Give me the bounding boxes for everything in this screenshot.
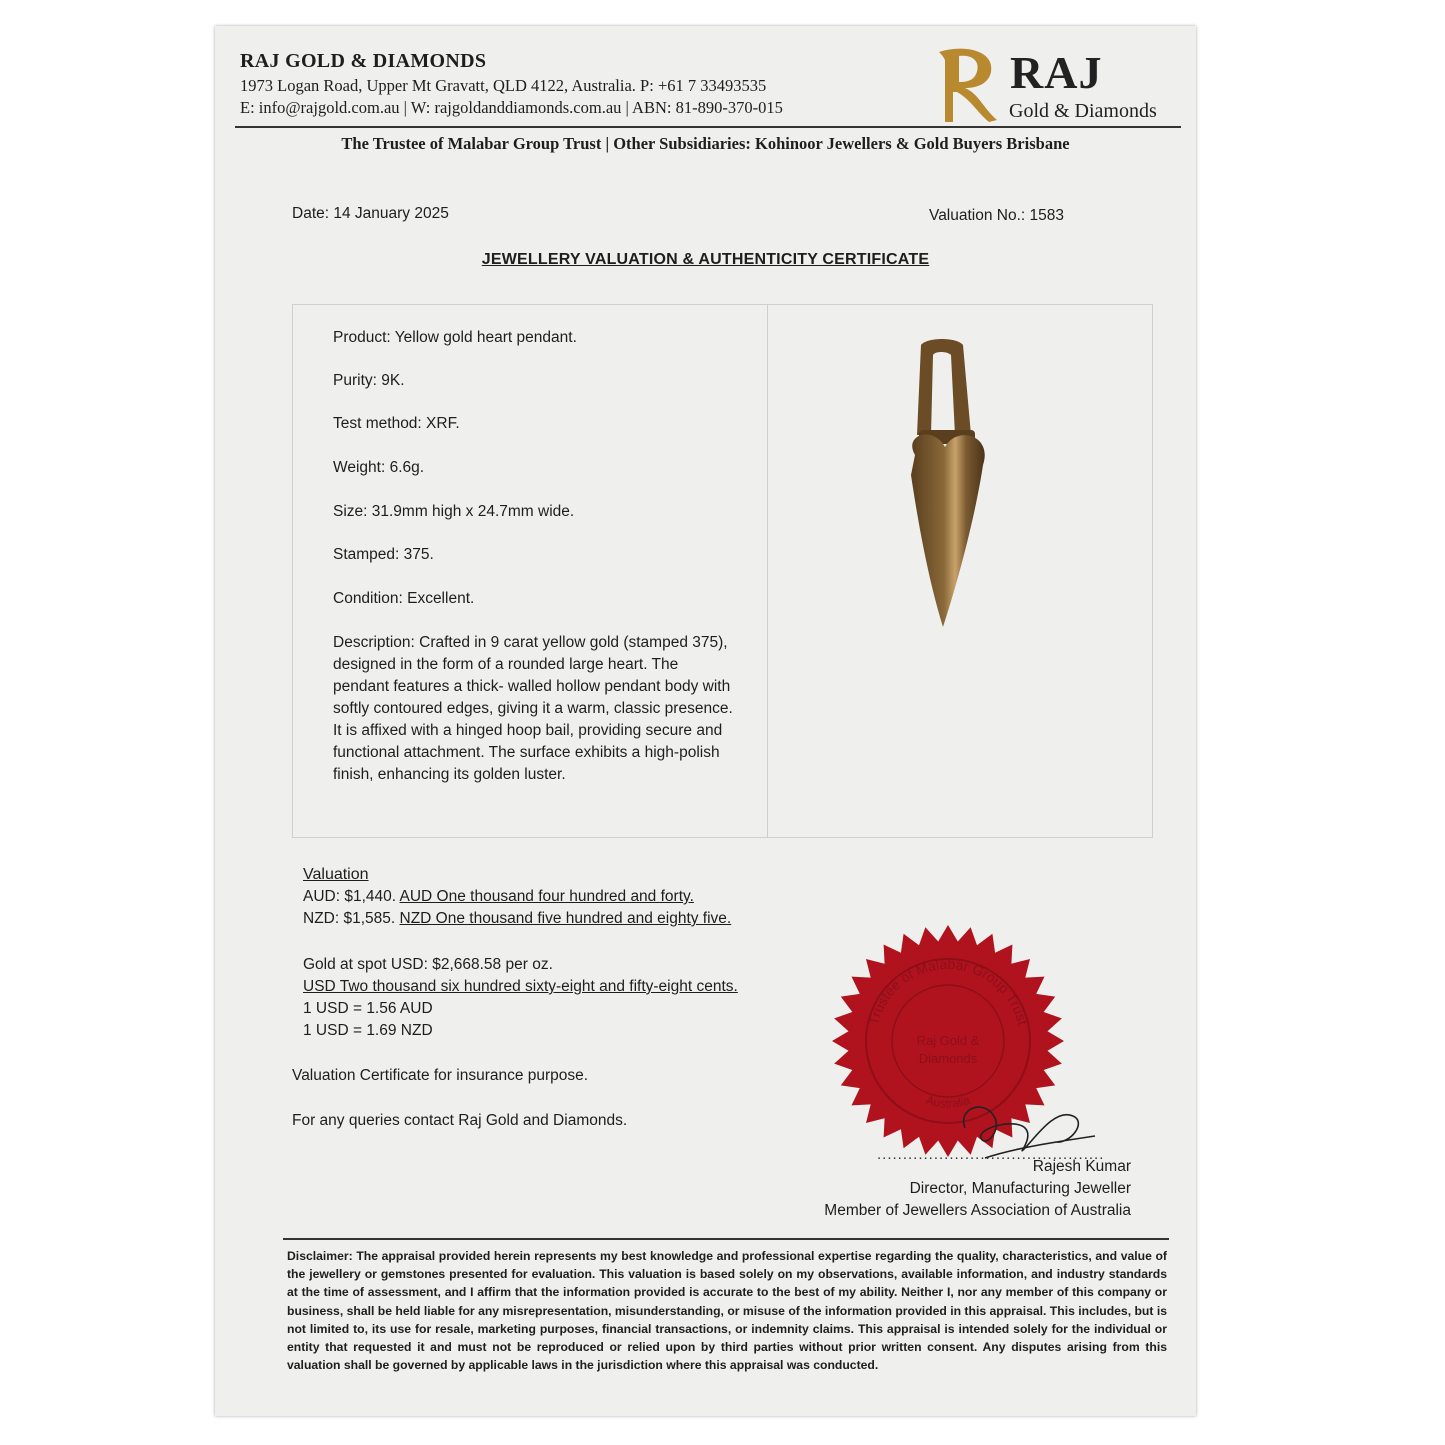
logo-text: RAJ — [1010, 47, 1103, 98]
company-contact: E: info@rajgold.com.au | W: rajgoldanddiamonds.com.au | ABN: 81-890-370-015 — [240, 98, 783, 117]
disclaimer-text: Disclaimer: The appraisal provided herein represents my best knowledge and professional expertise regarding the quality, characteristics, and value of the jewellery or gemstones presented for evaluation. This valuation is based solely on my observations, available information, and industry standards at the time of assessment, and I affirm that the information provided is accurate to the best of my ability. Neither I, nor any member of this company or business, shall be held liable for any misrepresentation, misunderstanding, or misuse of the information provided in this appraisal. This includes, but is not limited to, its use for resale, marketing purposes, financial transactions, or indemnity claims. This appraisal is intended solely for the individual or entity that requested it and must not be reproduced or relied upon by third parties without prior written consent. Any disputes arising from this valuation shall be governed by applicable laws in the jurisdiction where this appraisal was conducted. — [287, 1249, 1167, 1373]
disclaimer-rule — [283, 1238, 1169, 1240]
queries-note: For any queries contact Raj Gold and Diamonds. — [292, 1112, 628, 1129]
gold-spot: Gold at spot USD: $2,668.58 per oz. — [303, 956, 553, 973]
certificate-date: Date: 14 January 2025 — [292, 205, 449, 222]
company-address: 1973 Logan Road, Upper Mt Gravatt, QLD 4122, Australia. P: +61 7 33493535 — [240, 76, 767, 95]
nzd-valuation — [303, 910, 731, 928]
product-field: Product: Yellow gold heart pendant. — [333, 329, 577, 346]
aud-value: AUD: $1,440. — [303, 888, 397, 905]
purpose-note: Valuation Certificate for insurance purpose. — [292, 1067, 589, 1084]
aud-valuation — [303, 888, 694, 906]
signature-dots: ............................................ — [877, 1146, 1105, 1163]
logo-subtext: Gold & Diamonds — [1009, 100, 1157, 122]
nzd-value: NZD: $1,585. — [303, 910, 396, 927]
test-method-field: Test method: XRF. — [333, 415, 460, 432]
valuation-heading: Valuation — [303, 866, 369, 883]
nzd-words: NZD One thousand five hundred and eighty five. — [399, 910, 732, 927]
size-field: Size: 31.9mm high x 24.7mm wide. — [333, 503, 575, 520]
header-rule — [235, 126, 1181, 128]
condition-field: Condition: Excellent. — [333, 590, 475, 607]
certificate-sheet — [215, 26, 1196, 1416]
stamped-field: Stamped: 375. — [333, 546, 434, 563]
purity-field: Purity: 9K. — [333, 372, 405, 389]
trustee-line: The Trustee of Malabar Group Trust | Other Subsidiaries: Kohinoor Jewellers & Gold Buyers Brisbane — [341, 134, 1070, 153]
certificate-title: JEWELLERY VALUATION & AUTHENTICITY CERTIFICATE — [481, 251, 930, 268]
company-name: RAJ GOLD & DIAMONDS — [240, 50, 487, 72]
gold-spot-words: USD Two thousand six hundred sixty-eight and fifty-eight cents. — [303, 978, 738, 995]
seal-center-line1: Raj Gold & — [916, 1033, 980, 1048]
description-field: Description: Crafted in 9 carat yellow gold (stamped 375), designed in the form of a rounded large heart. The pendant features a thick- walled hollow pendant body with softly contoured edges, giving it a warm, classic presence. It is affixed with a hinged hoop bail, providing secure and functional attachment. The surface exhibits a high-polish finish, enhancing its golden luster. — [333, 634, 733, 783]
seal-center-line2: Diamonds — [918, 1051, 978, 1066]
raj-logo-icon — [933, 42, 1013, 126]
signatory-name: Rajesh Kumar — [1032, 1158, 1131, 1175]
signatory-title: Director, Manufacturing Jeweller — [909, 1180, 1131, 1197]
signatory-membership: Member of Jewellers Association of Australia — [824, 1202, 1131, 1219]
box-divider — [767, 305, 768, 837]
rate-aud: 1 USD = 1.56 AUD — [303, 1000, 433, 1017]
aud-words: AUD One thousand four hundred and forty. — [399, 888, 694, 905]
seal-ring-text: Trustee of Malabar Group Trust — [864, 955, 1032, 1027]
weight-field: Weight: 6.6g. — [333, 459, 425, 476]
valuation-number: Valuation No.: 1583 — [929, 207, 1065, 224]
details-box — [292, 304, 1153, 838]
rate-nzd: 1 USD = 1.69 NZD — [303, 1022, 433, 1039]
heart-pendant-image — [893, 335, 1013, 635]
seal-bottom-text: Australia — [924, 1092, 972, 1111]
